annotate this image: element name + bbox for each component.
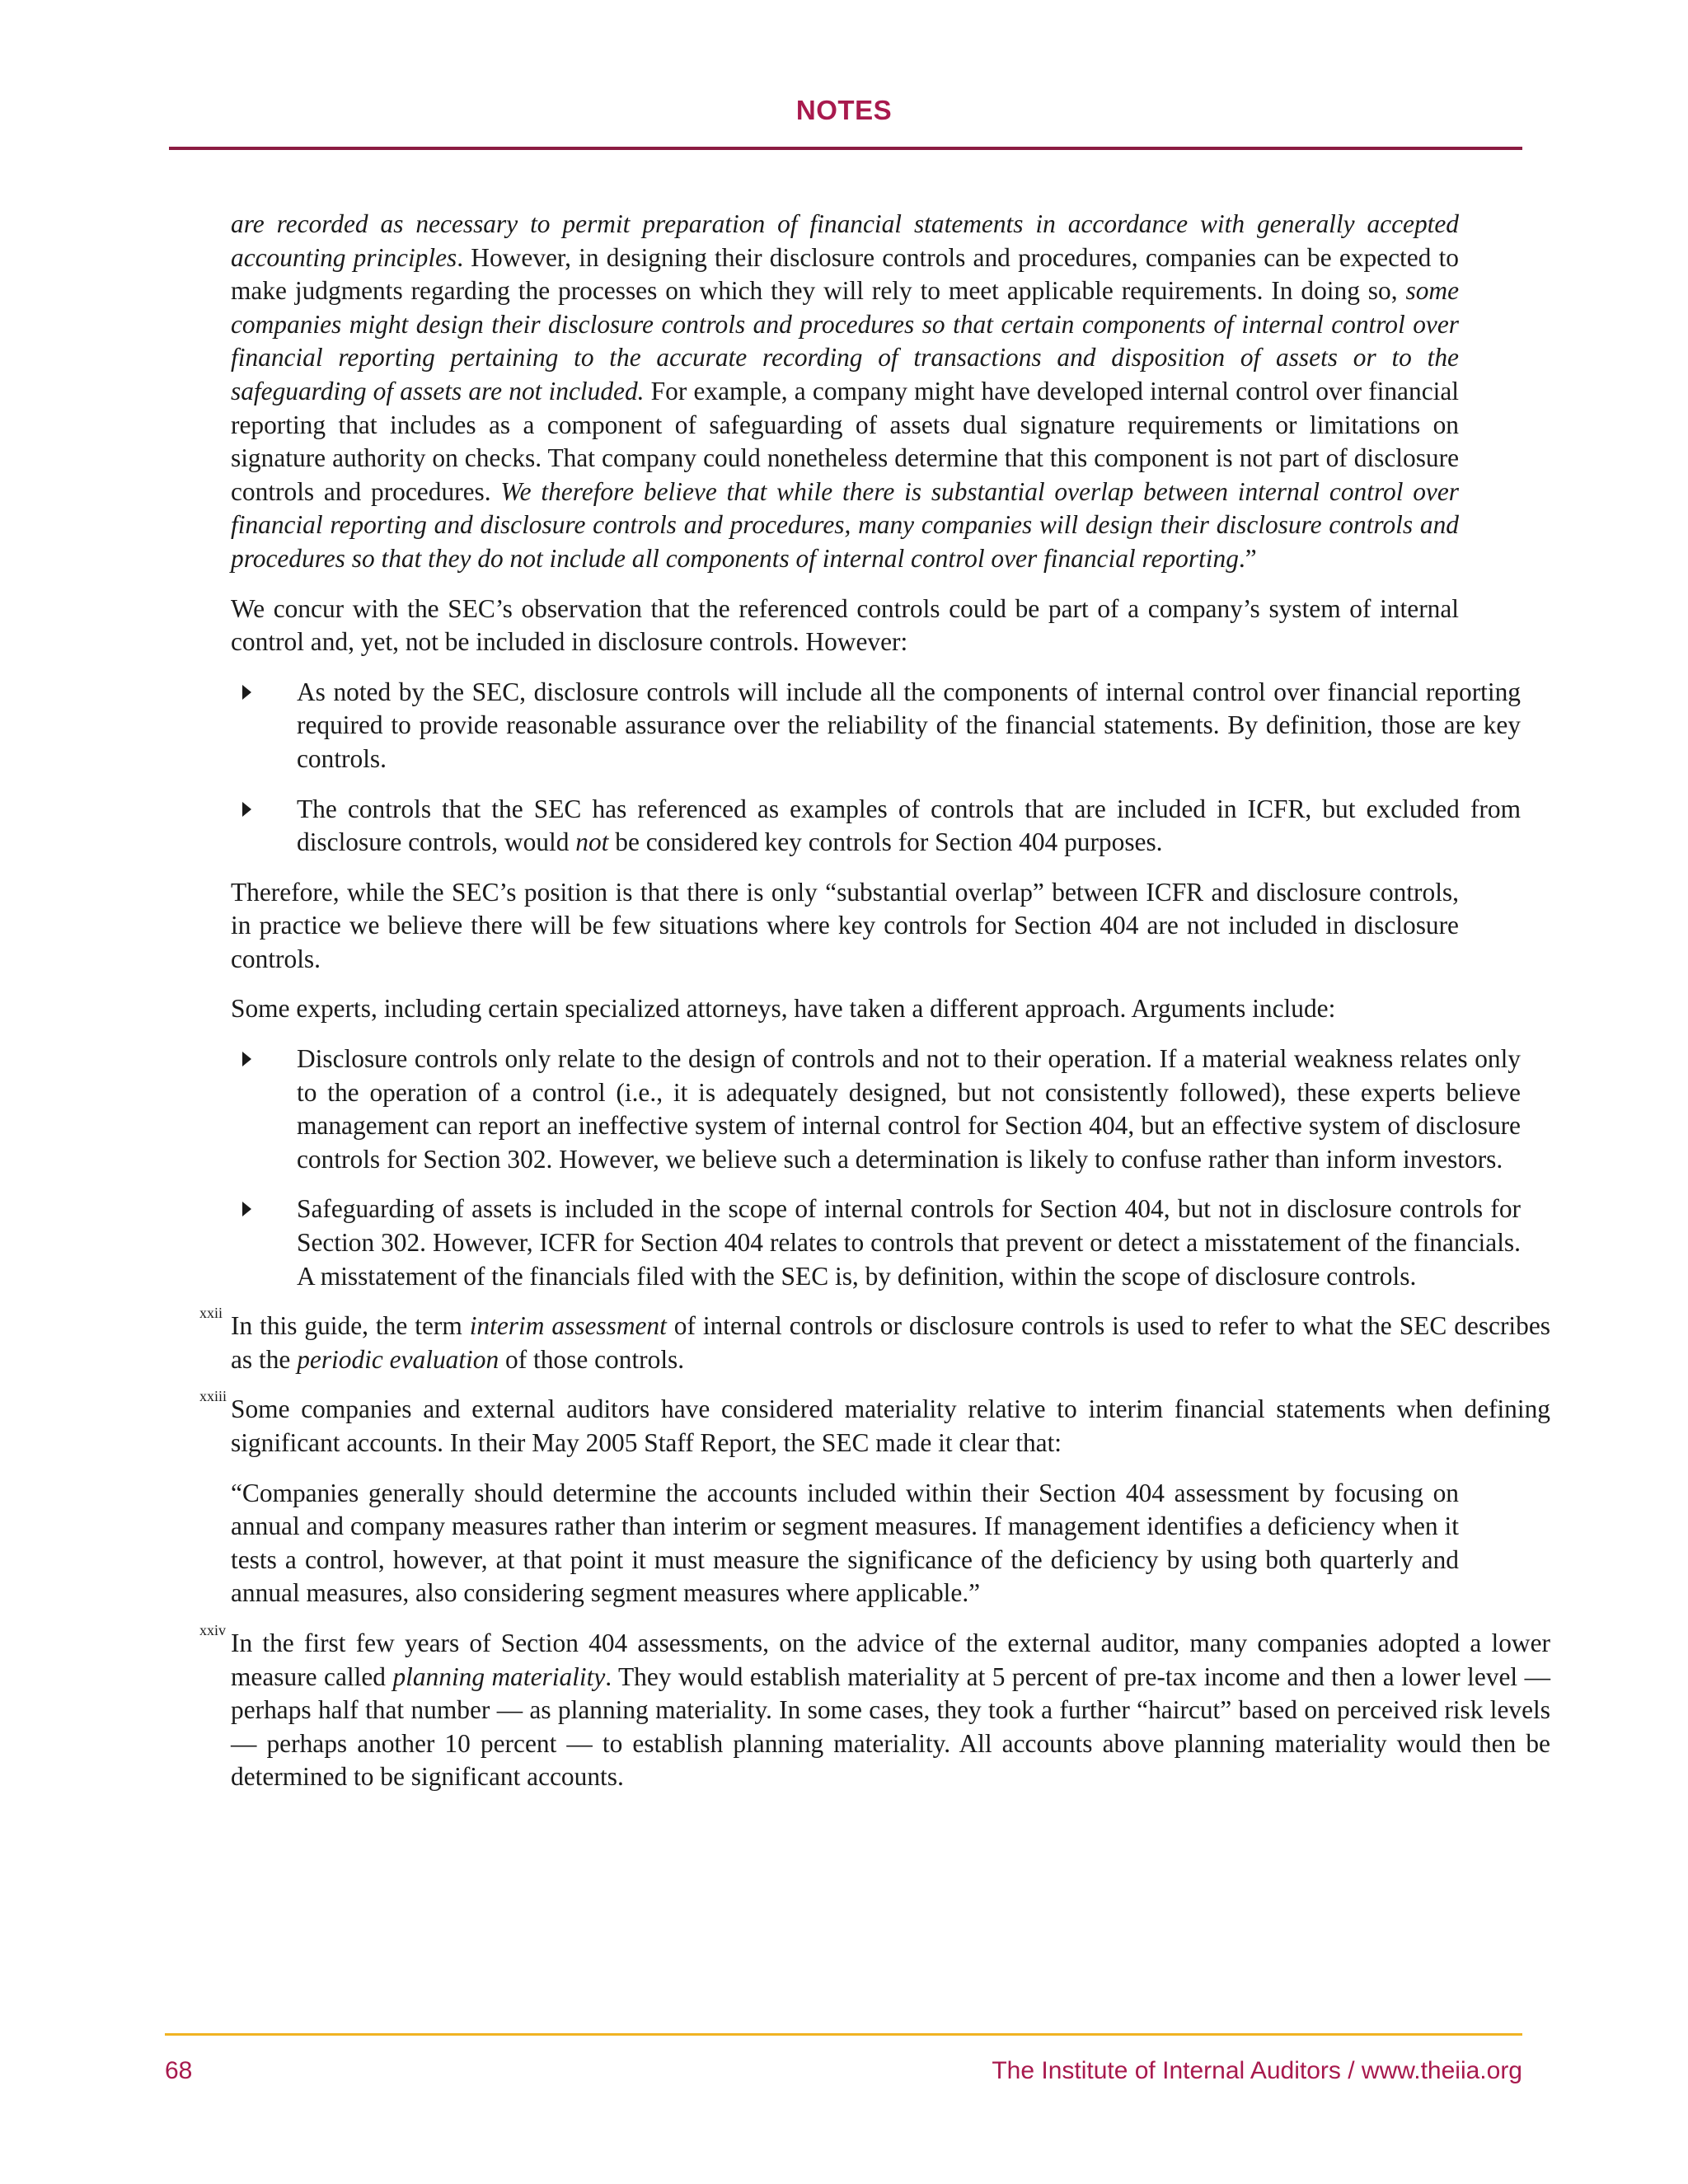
quote-text-1: . However, in designing their disclosure controls and procedures, companies can be expected to make judgments regarding the processes on which they will rely to meet applicable requirements. In doing so,	[231, 242, 1459, 306]
bullet-text-post: be considered key controls for Section 404 purposes.	[608, 827, 1163, 857]
therefore-paragraph: Therefore, while the SEC’s position is that there is only “substantial overlap” between ICFR and disclosure controls, in practice we believe there will be few situations where key controls for Section 404 are not included in disclosure controls.	[231, 877, 1459, 973]
bullet-list-a	[231, 676, 1521, 860]
endnote-italic-1: interim assessment	[469, 1311, 667, 1341]
list-item	[231, 793, 1521, 860]
endnote-text-1: In the first few years of Section 404 assessments, on the advice of the external auditor, many companies adopted a lower measure called	[231, 1628, 1550, 1691]
endnote-xxiii	[199, 1388, 1550, 1460]
endnote-text-2: of internal controls or disclosure controls is used to refer to what the SEC describes as the	[231, 1311, 1550, 1374]
endnote-marker: xxiv	[199, 1621, 227, 1638]
list-item	[231, 1193, 1521, 1293]
quote-italic-1: are recorded as necessary to permit preparation of financial statements in accordance with generally accepted accounting principles	[231, 209, 1459, 272]
endnote-xxii	[199, 1305, 1550, 1376]
bullet-arrow-icon	[242, 1202, 251, 1216]
sec-staff-report-quote: “Companies generally should determine the accounts included within their Section 404 assessment by focusing on annual and company measures rather than interim or segment measures. If management identifies a deficiency when it tests a control, however, at that point it must measure the significance of the deficiency by using both quarterly and annual measures, also considering segment measures where applicable.”	[231, 1478, 1459, 1608]
endnote-xxiv	[199, 1621, 1550, 1794]
page-header-title: NOTES	[795, 95, 893, 125]
endnote-italic-2: periodic evaluation	[297, 1344, 499, 1374]
bullet-text-pre: The controls that the SEC has referenced as examples of controls that are included in ICFR, but excluded from disclosure controls, would	[297, 794, 1521, 857]
footer-divider	[165, 2033, 1522, 2036]
header-divider	[169, 147, 1522, 150]
bullet-list-b	[231, 1043, 1521, 1293]
quote-italic-3: We therefore believe that while there is substantial overlap between internal control over financial reporting and disclosure controls and procedures, many companies will design their disclosure controls and procedures so that they do not include all components of internal control over financial reporting	[231, 476, 1459, 573]
bullet-text-emphasis: not	[575, 827, 609, 857]
bullet-text: Disclosure controls only relate to the design of controls and not to their operation. If a material weakness relates only to the operation of a control (i.e., it is adequately designed, but not consistently followed), these experts believe management can report an ineffective system of internal control for Section 404, but an effective system of disclosure controls for Section 302. However, we believe such a determination is likely to confuse rather than inform investors.	[297, 1044, 1521, 1174]
endnote-text: Some companies and external auditors have considered materiality relative to interim financial statements when defining significant accounts. In their May 2005 Staff Report, the SEC made it clear that:	[231, 1394, 1550, 1457]
footer-organization-link[interactable]: The Institute of Internal Auditors / www.theiia.org	[992, 2057, 1522, 2084]
bullet-text: As noted by the SEC, disclosure controls will include all the components of internal control over financial reporting required to provide reasonable assurance over the reliability of the financial statements. By definition, those are key controls.	[297, 677, 1521, 773]
concur-paragraph: We concur with the SEC’s observation that the referenced controls could be part of a company’s system of internal control and, yet, not be included in disclosure controls. However:	[231, 593, 1459, 657]
bullet-text: Safeguarding of assets is included in the scope of internal controls for Section 404, but not in disclosure controls for Section 302. However, ICFR for Section 404 relates to controls that prevent or detect a misstatement of the financials. A misstatement of the financials filed with the SEC is, by definition, within the scope of disclosure controls.	[297, 1194, 1521, 1291]
bullet-arrow-icon	[242, 802, 251, 817]
quote-italic-2: some companies might design their disclosure controls and procedures so that certain components of internal control over financial reporting pertaining to the accurate recording of transactions and disposition of assets or to the safeguarding of assets are not included.	[231, 276, 1459, 405]
bullet-arrow-icon	[242, 685, 251, 700]
notes-content	[199, 208, 1550, 1811]
experts-paragraph: Some experts, including certain specialized attorneys, have taken a different approach. Arguments include:	[231, 994, 1336, 1024]
list-item	[231, 676, 1521, 776]
endnote-marker: xxiii	[199, 1388, 227, 1405]
endnote-text-3: of those controls.	[499, 1344, 685, 1374]
endnote-italic-1: planning materiality	[392, 1661, 606, 1691]
list-item	[231, 1043, 1521, 1176]
quote-text-2: For example, a company might have developed internal control over financial reporting that includes as a component of safeguarding of assets dual signature requirements or limitations on signature authority on checks. That company could nonetheless determine that this component is not part of disclosure controls and procedures.	[231, 376, 1459, 506]
page-number: 68	[165, 2057, 193, 2084]
endnote-text-2: . They would establish materiality at 5 percent of pre-tax income and then a lower level — perhaps half that number — as planning materiality. In some cases, they took a further “haircut” based on perceived risk levels — perhaps another 10 percent — to establish planning materiality. All accounts above planning materiality would then be determined to be significant accounts.	[231, 1661, 1550, 1792]
continued-quote-paragraph	[231, 208, 1459, 576]
quote-text-3: .”	[1238, 543, 1257, 573]
endnote-marker: xxii	[199, 1305, 223, 1322]
endnote-text-1: In this guide, the term	[231, 1311, 470, 1341]
bullet-arrow-icon	[242, 1052, 251, 1066]
